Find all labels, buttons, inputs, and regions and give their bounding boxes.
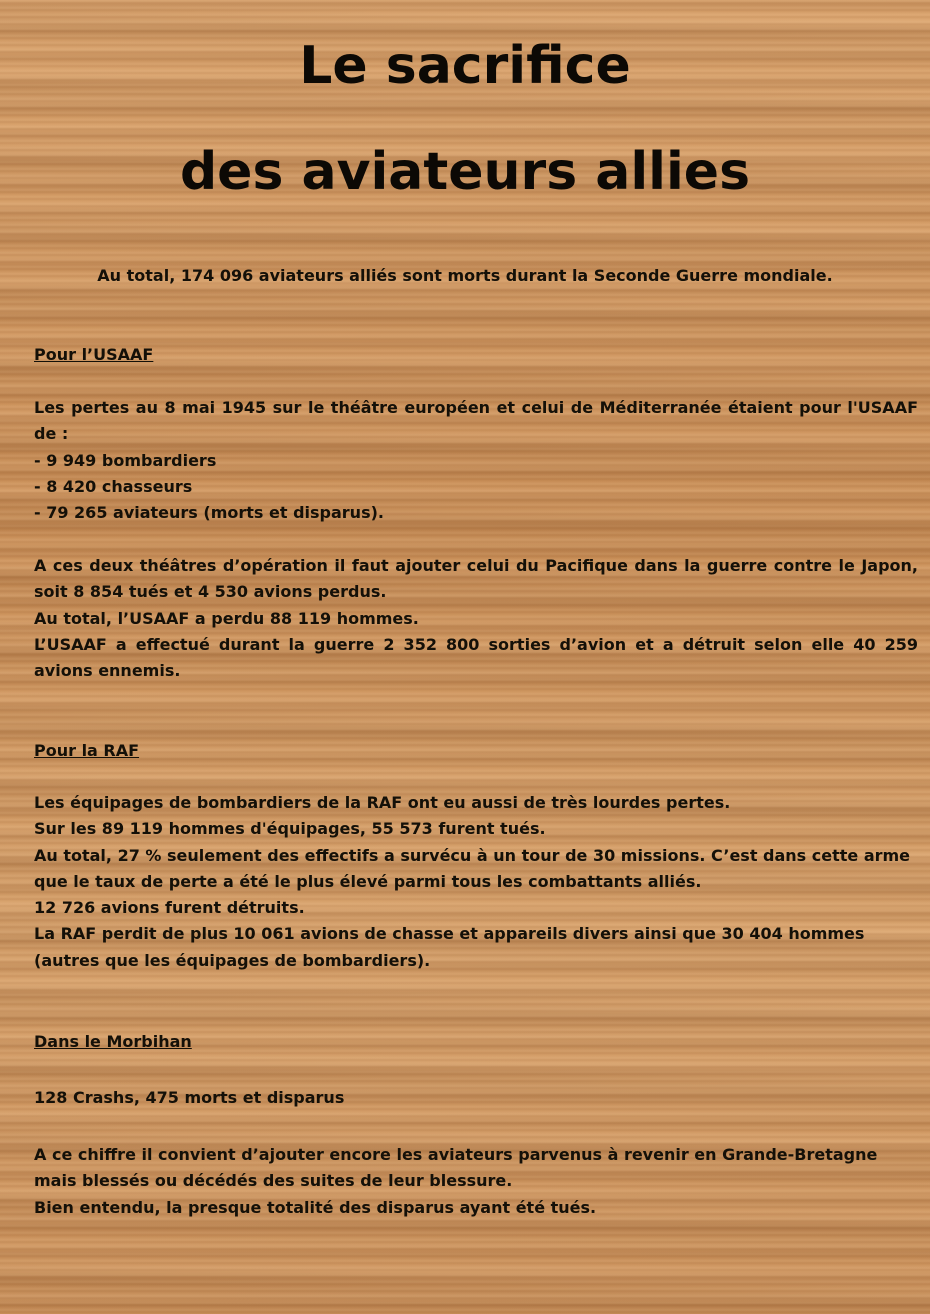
raf-heading: Pour la RAF (34, 741, 140, 760)
summary-text: Au total, 174 096 aviateurs alliés sont morts durant la Seconde Guerre mondiale. (97, 266, 833, 285)
raf-line-5: La RAF perdit de plus 10 061 avions de chasse et appareils divers ainsi que 30 404 hommes (autres que les équipages de bombardiers). (34, 924, 865, 970)
morbihan-heading: Dans le Morbihan (34, 1032, 192, 1051)
usaaf-pacific (34, 553, 918, 684)
usaaf-losses (34, 395, 918, 526)
morbihan-crashes: 128 Crashs, 475 morts et disparus (34, 1088, 345, 1107)
page-title-line-2: des aviateurs allies (179, 142, 751, 202)
morbihan-text (34, 1142, 918, 1221)
page-title-line-1: Le sacrifice (299, 36, 631, 96)
raf-line-4: 12 726 avions furent détruits. (34, 898, 305, 918)
usaaf-loss-item-bombers: - 9 949 bombardiers (34, 450, 217, 470)
raf-text (34, 790, 918, 974)
morbihan-line-2: Bien entendu, la presque totalité des disparus ayant été tués. (34, 1197, 597, 1217)
usaaf-heading: Pour l’USAAF (34, 345, 154, 364)
usaaf-loss-item-airmen: - 79 265 aviateurs (morts et disparus). (34, 503, 384, 523)
usaaf-sorties-text: L’USAAF a effectué durant la guerre 2 352 800 sorties d’avion et a détruit selon elle 40 259 avions ennemis. (34, 634, 918, 681)
usaaf-total-text: Au total, l’USAAF a perdu 88 119 hommes. (34, 608, 419, 628)
raf-line-1: Les équipages de bombardiers de la RAF ont eu aussi de très lourdes pertes. (34, 793, 731, 812)
morbihan-line-1: A ce chiffre il convient d’ajouter encore les aviateurs parvenus à revenir en Grande-Bretagne mais blessés ou décédés des suites de leur blessure. (34, 1145, 878, 1191)
raf-line-2: Sur les 89 119 hommes d'équipages, 55 573 furent tués. (34, 819, 546, 839)
usaaf-loss-item-fighters: - 8 420 chasseurs (34, 476, 193, 496)
usaaf-losses-intro: Les pertes au 8 mai 1945 sur le théâtre européen et celui de Méditerranée étaient pour l'USAAF de : (34, 398, 918, 444)
raf-line-3: Au total, 27 % seulement des effectifs a survécu à un tour de 30 missions. C’est dans cette arme que le taux de perte a été le plus élevé parmi tous les combattants alliés. (34, 845, 911, 891)
usaaf-pacific-text: A ces deux théâtres d’opération il faut ajouter celui du Pacifique dans la guerre contre le Japon, soit 8 854 tués et 4 530 avions perdus. (34, 556, 918, 602)
